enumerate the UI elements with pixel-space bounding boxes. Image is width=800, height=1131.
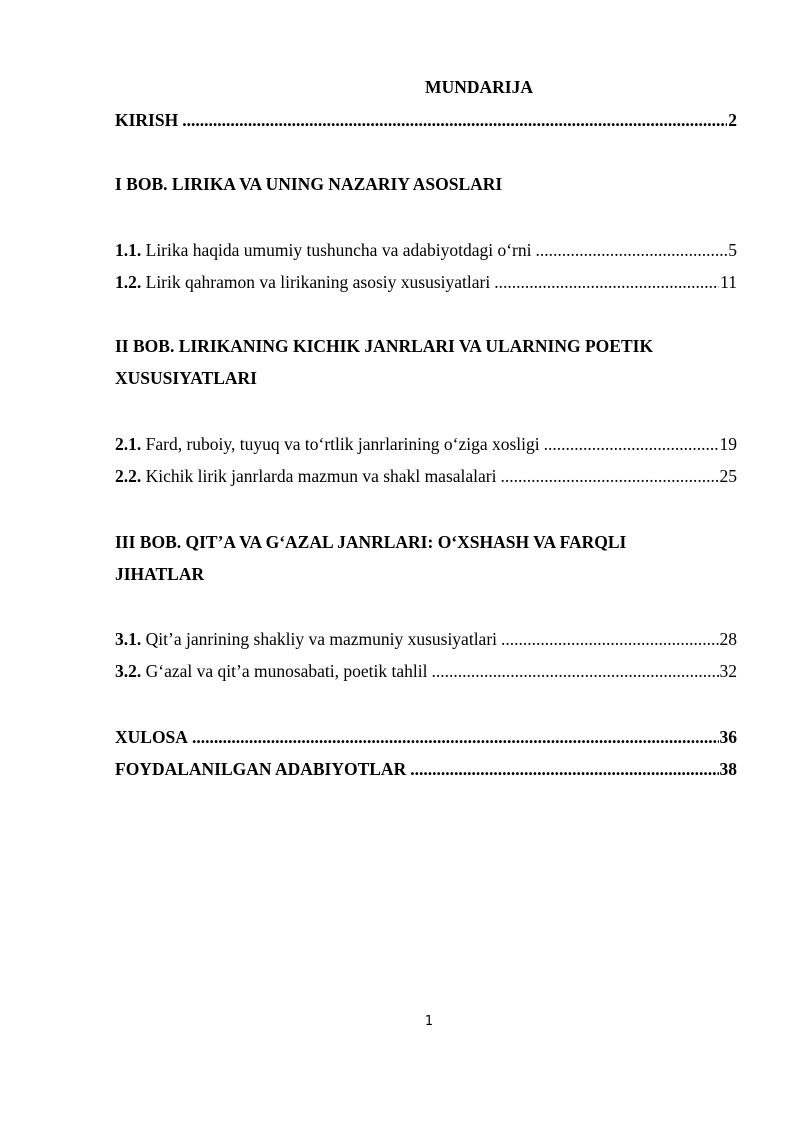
chapter-title-text: I BOB. LIRIKA VA UNING NAZARIY ASOSLARI [115, 174, 503, 194]
toc-entry-label [115, 659, 427, 683]
toc-entry-label [115, 432, 540, 456]
section-title: Fard, ruboiy, tuyuq va to‘rtlik janrlarining o‘ziga xosligi [145, 434, 540, 454]
toc-entry-label: XULOSA [115, 727, 188, 747]
chapter-2-title[interactable] [115, 330, 737, 394]
section-title: Qit’a janrining shakliy va mazmuniy xususiyatlari [145, 629, 498, 649]
toc-leader-dots [192, 725, 719, 749]
page-title: MUNDARIJA [425, 77, 533, 97]
toc-entry-kirish[interactable] [115, 108, 737, 132]
toc-entry-label [115, 464, 496, 488]
chapter-1-title[interactable] [115, 168, 737, 200]
toc-page-number: 36 [719, 727, 737, 747]
chapter-title-line-1: III BOB. QIT’A VA G‘AZAL JANRLARI: O‘XSHASH VA FARQLI [115, 532, 627, 552]
section-number: 1.1. [115, 240, 142, 260]
toc-page-number: 2 [728, 110, 737, 130]
toc-leader-dots [544, 432, 719, 456]
section-title: Lirika haqida umumiy tushuncha va adabiyotdagi o‘rni [145, 240, 532, 260]
chapter-title-line-1: II BOB. LIRIKANING KICHIK JANRLARI VA ULARNING POETIK [115, 336, 654, 356]
toc-page-number: 5 [728, 240, 737, 260]
toc-leader-dots [500, 464, 718, 488]
toc-page-number: 19 [719, 434, 737, 454]
toc-entry-3-1[interactable] [115, 627, 737, 651]
section-number: 2.2. [115, 466, 142, 486]
section-title: G‘azal va qit’a munosabati, poetik tahlil [145, 661, 428, 681]
chapter-title-line-2: JIHATLAR [115, 564, 205, 584]
toc-leader-dots [494, 270, 719, 294]
section-number: 2.1. [115, 434, 142, 454]
toc-entry-label: KIRISH [115, 110, 179, 130]
toc-entry-label [115, 238, 532, 262]
page-footer-number: 1 [424, 1014, 434, 1029]
toc-entry-1-2[interactable] [115, 270, 737, 294]
toc-entry-label: FOYDALANILGAN ADABIYOTLAR [115, 759, 407, 779]
toc-page-number: 38 [719, 759, 737, 779]
toc-leader-dots [410, 757, 718, 781]
toc-leader-dots [182, 108, 727, 132]
toc-leader-dots [501, 627, 718, 651]
toc-leader-dots [536, 238, 728, 262]
section-number: 1.2. [115, 272, 142, 292]
section-number: 3.2. [115, 661, 142, 681]
toc-page-number: 11 [720, 272, 737, 292]
chapter-title-line-2: XUSUSIYATLARI [115, 368, 257, 388]
toc-entry-1-1[interactable] [115, 238, 737, 262]
toc-entry-2-2[interactable] [115, 464, 737, 488]
section-number: 3.1. [115, 629, 142, 649]
toc-entry-2-1[interactable] [115, 432, 737, 456]
toc-entry-label [115, 270, 490, 294]
toc-leader-dots [431, 659, 718, 683]
section-title: Lirik qahramon va lirikaning asosiy xususiyatlari [145, 272, 491, 292]
toc-page-number: 28 [719, 629, 737, 649]
toc-entry-label [115, 627, 497, 651]
toc-entry-xulosa[interactable] [115, 725, 737, 749]
toc-entry-3-2[interactable] [115, 659, 737, 683]
chapter-3-title[interactable] [115, 526, 737, 590]
toc-entry-adabiyotlar[interactable] [115, 757, 737, 781]
toc-page-number: 25 [719, 466, 737, 486]
section-title: Kichik lirik janrlarda mazmun va shakl masalalari [145, 466, 497, 486]
toc-page-number: 32 [719, 661, 737, 681]
